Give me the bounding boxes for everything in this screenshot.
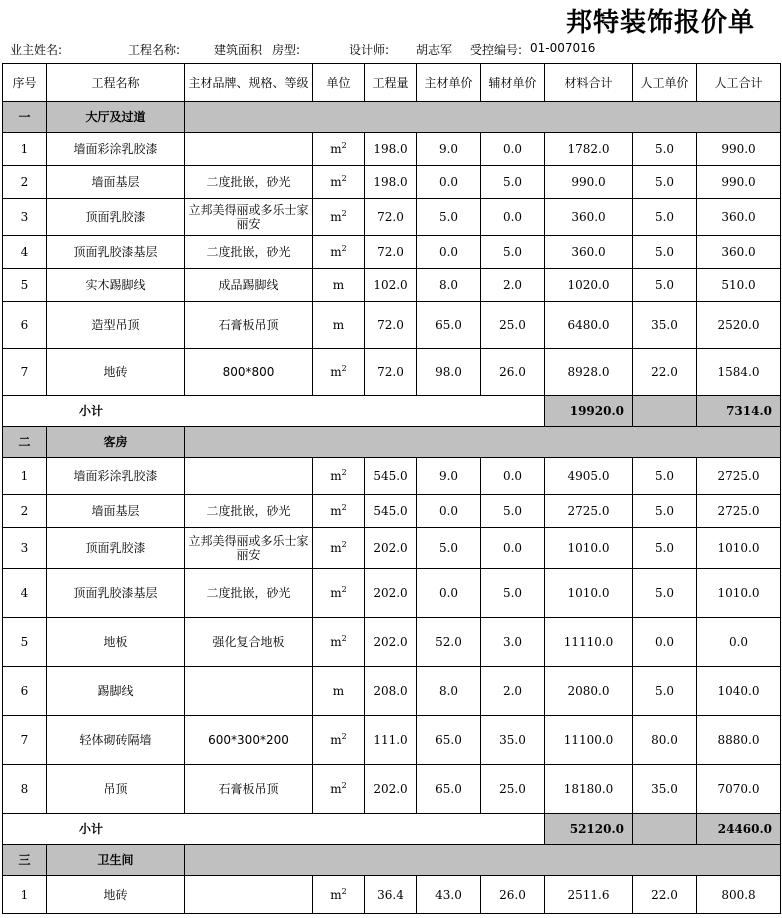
section-fill bbox=[185, 102, 781, 133]
row-number: 3 bbox=[3, 199, 47, 236]
quantity: 72.0 bbox=[365, 349, 417, 396]
labor-unit-price: 5.0 bbox=[633, 528, 697, 569]
item-spec: 强化复合地板 bbox=[185, 618, 313, 667]
row-number: 8 bbox=[3, 765, 47, 814]
labor-total: 1584.0 bbox=[697, 349, 781, 396]
item-unit bbox=[313, 458, 365, 495]
quantity: 72.0 bbox=[365, 302, 417, 349]
row-number: 1 bbox=[3, 133, 47, 166]
labor-total: 360.0 bbox=[697, 199, 781, 236]
item-name: 地板 bbox=[47, 618, 185, 667]
item-name: 墙面彩涂乳胶漆 bbox=[47, 458, 185, 495]
labor-total: 800.8 bbox=[697, 876, 781, 914]
row-number: 6 bbox=[3, 667, 47, 716]
main-unit-price: 0.0 bbox=[417, 166, 481, 199]
labor-unit-price: 5.0 bbox=[633, 269, 697, 302]
aux-unit-price: 5.0 bbox=[481, 166, 545, 199]
item-spec: 立邦美得丽或多乐士家丽安 bbox=[185, 199, 313, 236]
header-row bbox=[3, 64, 781, 102]
unit-text: m bbox=[332, 318, 345, 332]
material-total: 18180.0 bbox=[545, 765, 633, 814]
unit-exponent: 2 bbox=[341, 503, 347, 512]
main-unit-price: 43.0 bbox=[417, 876, 481, 914]
designer-name: 胡志军 bbox=[416, 43, 453, 57]
material-total: 4905.0 bbox=[545, 458, 633, 495]
quantity: 545.0 bbox=[365, 495, 417, 528]
labor-total: 1010.0 bbox=[697, 569, 781, 618]
unit-exponent: 2 bbox=[341, 209, 347, 218]
unit-exponent: 2 bbox=[341, 886, 347, 896]
item-unit bbox=[313, 269, 365, 302]
item-name: 地砖 bbox=[47, 349, 185, 396]
item-name: 墙面基层 bbox=[47, 495, 185, 528]
quantity: 202.0 bbox=[365, 569, 417, 618]
item-unit bbox=[313, 876, 365, 914]
item-name: 顶面乳胶漆 bbox=[47, 199, 185, 236]
labor-unit-price: 0.0 bbox=[633, 618, 697, 667]
aux-unit-price: 2.0 bbox=[481, 269, 545, 302]
labor-total: 7070.0 bbox=[697, 765, 781, 814]
aux-unit-price: 26.0 bbox=[481, 349, 545, 396]
quantity: 36.4 bbox=[365, 876, 417, 914]
material-total: 1010.0 bbox=[545, 569, 633, 618]
item-unit bbox=[313, 618, 365, 667]
material-total: 1782.0 bbox=[545, 133, 633, 166]
unit-exponent: 2 bbox=[341, 732, 347, 741]
section-name: 卫生间 bbox=[47, 845, 185, 876]
unit-text: m bbox=[330, 733, 342, 747]
column-header: 主材品牌、规格、等级 bbox=[185, 64, 313, 102]
room-label: 房型: bbox=[272, 43, 301, 57]
material-total: 6480.0 bbox=[545, 302, 633, 349]
row-number: 2 bbox=[3, 166, 47, 199]
row-number: 4 bbox=[3, 569, 47, 618]
table-row bbox=[3, 716, 781, 765]
unit-text: m bbox=[332, 278, 345, 292]
main-unit-price: 5.0 bbox=[417, 528, 481, 569]
material-total: 11110.0 bbox=[545, 618, 633, 667]
unit-text: m bbox=[330, 365, 342, 379]
material-total: 8928.0 bbox=[545, 349, 633, 396]
labor-unit-price: 5.0 bbox=[633, 133, 697, 166]
item-unit bbox=[313, 133, 365, 166]
aux-unit-price: 0.0 bbox=[481, 528, 545, 569]
subtotal-label: 小计 bbox=[3, 814, 545, 845]
main-unit-price: 98.0 bbox=[417, 349, 481, 396]
row-number: 1 bbox=[3, 876, 47, 914]
item-spec: 800*800 bbox=[185, 349, 313, 396]
item-name: 墙面基层 bbox=[47, 166, 185, 199]
item-spec: 成品踢脚线 bbox=[185, 269, 313, 302]
section-name: 大厅及过道 bbox=[47, 102, 185, 133]
item-name: 地砖 bbox=[47, 876, 185, 914]
table-row bbox=[3, 133, 781, 166]
table-row bbox=[3, 569, 781, 618]
quantity: 72.0 bbox=[365, 199, 417, 236]
quantity: 208.0 bbox=[365, 667, 417, 716]
unit-text: m bbox=[330, 210, 342, 224]
section-fill bbox=[185, 427, 781, 458]
column-header: 辅材单价 bbox=[481, 64, 545, 102]
quantity: 545.0 bbox=[365, 458, 417, 495]
item-unit bbox=[313, 495, 365, 528]
subtotal-row bbox=[3, 396, 781, 427]
subtotal-labor: 24460.0 bbox=[697, 814, 781, 845]
item-spec bbox=[185, 876, 313, 914]
aux-unit-price: 25.0 bbox=[481, 302, 545, 349]
main-unit-price: 0.0 bbox=[417, 569, 481, 618]
quantity: 102.0 bbox=[365, 269, 417, 302]
table-row bbox=[3, 667, 781, 716]
material-total: 360.0 bbox=[545, 236, 633, 269]
unit-text: m bbox=[330, 504, 342, 518]
labor-unit-price: 5.0 bbox=[633, 458, 697, 495]
item-unit bbox=[313, 166, 365, 199]
subtotal-gap bbox=[633, 396, 697, 427]
material-total: 11100.0 bbox=[545, 716, 633, 765]
unit-exponent: 2 bbox=[341, 781, 347, 790]
main-unit-price: 65.0 bbox=[417, 716, 481, 765]
table-row bbox=[3, 495, 781, 528]
main-unit-price: 65.0 bbox=[417, 765, 481, 814]
item-name: 轻体砌砖隔墙 bbox=[47, 716, 185, 765]
unit-exponent: 2 bbox=[341, 634, 347, 643]
subtotal-material: 19920.0 bbox=[545, 396, 633, 427]
aux-unit-price: 5.0 bbox=[481, 569, 545, 618]
material-total: 2080.0 bbox=[545, 667, 633, 716]
unit-text: m bbox=[330, 887, 342, 902]
aux-unit-price: 0.0 bbox=[481, 133, 545, 166]
subtotal-labor: 7314.0 bbox=[697, 396, 781, 427]
aux-unit-price: 5.0 bbox=[481, 495, 545, 528]
unit-exponent: 2 bbox=[341, 585, 347, 594]
unit-exponent: 2 bbox=[341, 244, 347, 253]
aux-unit-price: 2.0 bbox=[481, 667, 545, 716]
table-row bbox=[3, 349, 781, 396]
row-number: 5 bbox=[3, 269, 47, 302]
unit-exponent: 2 bbox=[341, 141, 347, 150]
subtotal-gap bbox=[633, 814, 697, 845]
aux-unit-price: 25.0 bbox=[481, 765, 545, 814]
unit-text: m bbox=[330, 586, 342, 600]
column-header: 主材单价 bbox=[417, 64, 481, 102]
unit-exponent: 2 bbox=[341, 174, 347, 183]
item-spec bbox=[185, 133, 313, 166]
column-header: 人工单价 bbox=[633, 64, 697, 102]
control-number: 01-007016 bbox=[530, 41, 596, 55]
table-row bbox=[3, 458, 781, 495]
labor-unit-price: 80.0 bbox=[633, 716, 697, 765]
main-unit-price: 0.0 bbox=[417, 236, 481, 269]
unit-text: m bbox=[330, 175, 342, 189]
item-name: 实木踢脚线 bbox=[47, 269, 185, 302]
aux-unit-price: 5.0 bbox=[481, 236, 545, 269]
unit-exponent: 2 bbox=[341, 468, 347, 477]
item-unit bbox=[313, 716, 365, 765]
row-number: 5 bbox=[3, 618, 47, 667]
item-unit bbox=[313, 569, 365, 618]
labor-total: 360.0 bbox=[697, 236, 781, 269]
item-name: 墙面彩涂乳胶漆 bbox=[47, 133, 185, 166]
designer-label: 设计师: bbox=[349, 43, 390, 57]
aux-unit-price: 0.0 bbox=[481, 458, 545, 495]
item-spec: 二度批嵌，砂光 bbox=[185, 569, 313, 618]
column-header: 工程名称 bbox=[47, 64, 185, 102]
row-number: 2 bbox=[3, 495, 47, 528]
section-number: 三 bbox=[3, 845, 47, 876]
section-number: 二 bbox=[3, 427, 47, 458]
quantity: 202.0 bbox=[365, 618, 417, 667]
section-name: 客房 bbox=[47, 427, 185, 458]
item-unit bbox=[313, 236, 365, 269]
labor-unit-price: 5.0 bbox=[633, 495, 697, 528]
section-row bbox=[3, 427, 781, 458]
table-row bbox=[3, 236, 781, 269]
aux-unit-price: 26.0 bbox=[481, 876, 545, 914]
section-row bbox=[3, 102, 781, 133]
area-label: 建筑面积 bbox=[214, 43, 263, 57]
quantity: 198.0 bbox=[365, 166, 417, 199]
quote-table bbox=[2, 63, 781, 914]
labor-unit-price: 35.0 bbox=[633, 302, 697, 349]
item-unit bbox=[313, 349, 365, 396]
quantity: 111.0 bbox=[365, 716, 417, 765]
section-fill bbox=[185, 845, 781, 876]
column-header: 单位 bbox=[313, 64, 365, 102]
material-total: 1010.0 bbox=[545, 528, 633, 569]
unit-text: m bbox=[332, 684, 345, 698]
aux-unit-price: 0.0 bbox=[481, 199, 545, 236]
material-total: 990.0 bbox=[545, 166, 633, 199]
item-spec: 600*300*200 bbox=[185, 716, 313, 765]
main-unit-price: 0.0 bbox=[417, 495, 481, 528]
table-row bbox=[3, 269, 781, 302]
unit-text: m bbox=[330, 142, 342, 156]
material-total: 1020.0 bbox=[545, 269, 633, 302]
section-number: 一 bbox=[3, 102, 47, 133]
labor-unit-price: 5.0 bbox=[633, 236, 697, 269]
column-header: 材料合计 bbox=[545, 64, 633, 102]
labor-unit-price: 5.0 bbox=[633, 667, 697, 716]
subtotal-material: 52120.0 bbox=[545, 814, 633, 845]
item-spec: 立邦美得丽或多乐士家丽安 bbox=[185, 528, 313, 569]
column-header: 工程量 bbox=[365, 64, 417, 102]
unit-text: m bbox=[330, 469, 342, 483]
main-unit-price: 52.0 bbox=[417, 618, 481, 667]
row-number: 7 bbox=[3, 349, 47, 396]
row-number: 1 bbox=[3, 458, 47, 495]
labor-total: 8880.0 bbox=[697, 716, 781, 765]
main-unit-price: 8.0 bbox=[417, 269, 481, 302]
subtotal-row bbox=[3, 814, 781, 845]
row-number: 6 bbox=[3, 302, 47, 349]
labor-unit-price: 22.0 bbox=[633, 876, 697, 914]
table-row bbox=[3, 199, 781, 236]
unit-text: m bbox=[330, 782, 342, 796]
row-number: 3 bbox=[3, 528, 47, 569]
item-unit bbox=[313, 765, 365, 814]
unit-exponent: 2 bbox=[341, 364, 347, 373]
unit-text: m bbox=[330, 245, 342, 259]
owner-label: 业主姓名: bbox=[10, 43, 63, 57]
item-name: 顶面乳胶漆 bbox=[47, 528, 185, 569]
control-label: 受控编号: bbox=[470, 43, 523, 57]
aux-unit-price: 35.0 bbox=[481, 716, 545, 765]
quantity: 198.0 bbox=[365, 133, 417, 166]
unit-text: m bbox=[330, 635, 342, 649]
item-unit bbox=[313, 528, 365, 569]
row-number: 4 bbox=[3, 236, 47, 269]
item-name: 踢脚线 bbox=[47, 667, 185, 716]
labor-total: 2725.0 bbox=[697, 458, 781, 495]
labor-total: 2520.0 bbox=[697, 302, 781, 349]
labor-unit-price: 35.0 bbox=[633, 765, 697, 814]
aux-unit-price: 3.0 bbox=[481, 618, 545, 667]
item-spec: 二度批嵌，砂光 bbox=[185, 166, 313, 199]
material-total: 2725.0 bbox=[545, 495, 633, 528]
labor-unit-price: 22.0 bbox=[633, 349, 697, 396]
labor-unit-price: 5.0 bbox=[633, 166, 697, 199]
labor-unit-price: 5.0 bbox=[633, 569, 697, 618]
table-row bbox=[3, 166, 781, 199]
labor-total: 2725.0 bbox=[697, 495, 781, 528]
item-spec: 二度批嵌，砂光 bbox=[185, 236, 313, 269]
main-unit-price: 65.0 bbox=[417, 302, 481, 349]
item-spec: 石膏板吊顶 bbox=[185, 765, 313, 814]
table-row bbox=[3, 618, 781, 667]
labor-total: 990.0 bbox=[697, 166, 781, 199]
column-header: 人工合计 bbox=[697, 64, 781, 102]
labor-unit-price: 5.0 bbox=[633, 199, 697, 236]
unit-exponent: 2 bbox=[341, 540, 347, 549]
labor-total: 1040.0 bbox=[697, 667, 781, 716]
item-spec: 石膏板吊顶 bbox=[185, 302, 313, 349]
item-name: 顶面乳胶漆基层 bbox=[47, 569, 185, 618]
material-total: 2511.6 bbox=[545, 876, 633, 914]
main-unit-price: 5.0 bbox=[417, 199, 481, 236]
item-unit bbox=[313, 667, 365, 716]
item-unit bbox=[313, 302, 365, 349]
item-name: 顶面乳胶漆基层 bbox=[47, 236, 185, 269]
labor-total: 510.0 bbox=[697, 269, 781, 302]
table-row bbox=[3, 528, 781, 569]
subtotal-label: 小计 bbox=[3, 396, 545, 427]
item-name: 吊顶 bbox=[47, 765, 185, 814]
item-spec bbox=[185, 667, 313, 716]
item-name: 造型吊顶 bbox=[47, 302, 185, 349]
table-row bbox=[3, 302, 781, 349]
item-spec bbox=[185, 458, 313, 495]
item-spec: 二度批嵌，砂光 bbox=[185, 495, 313, 528]
column-header: 序号 bbox=[3, 64, 47, 102]
item-unit bbox=[313, 199, 365, 236]
section-row bbox=[3, 845, 781, 876]
labor-total: 990.0 bbox=[697, 133, 781, 166]
quantity: 202.0 bbox=[365, 528, 417, 569]
material-total: 360.0 bbox=[545, 199, 633, 236]
quantity: 72.0 bbox=[365, 236, 417, 269]
table-row bbox=[3, 876, 781, 914]
labor-total: 1010.0 bbox=[697, 528, 781, 569]
main-unit-price: 8.0 bbox=[417, 667, 481, 716]
page-title: 邦特装饰报价单 bbox=[566, 8, 756, 38]
quantity: 202.0 bbox=[365, 765, 417, 814]
labor-total: 0.0 bbox=[697, 618, 781, 667]
row-number: 7 bbox=[3, 716, 47, 765]
table-row bbox=[3, 765, 781, 814]
main-unit-price: 9.0 bbox=[417, 458, 481, 495]
project-label: 工程名称: bbox=[128, 43, 181, 57]
main-unit-price: 9.0 bbox=[417, 133, 481, 166]
unit-text: m bbox=[330, 541, 342, 555]
